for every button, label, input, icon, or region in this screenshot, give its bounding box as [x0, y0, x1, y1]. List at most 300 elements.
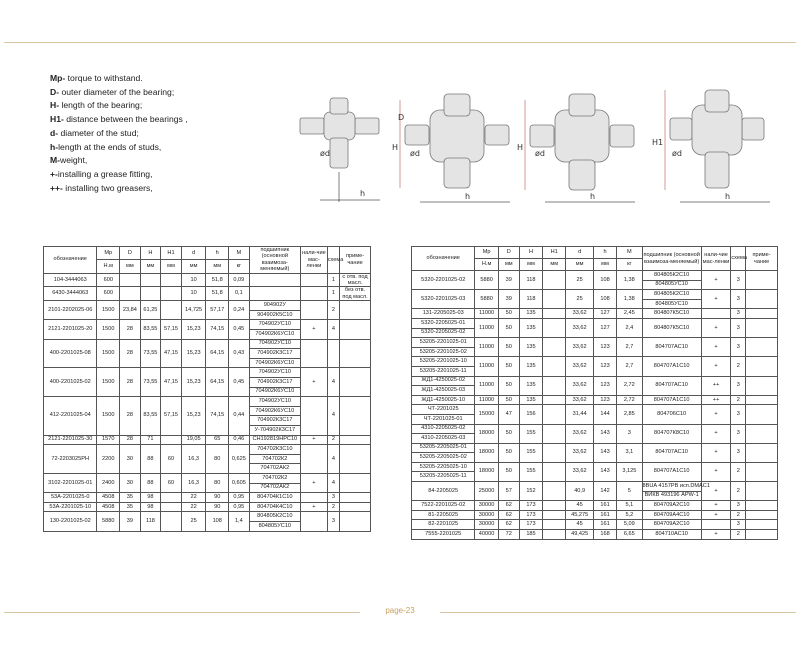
cell-designation: 400-2201025-02: [44, 368, 97, 397]
cell-bearing: У-704902К3С17: [249, 425, 300, 435]
cell-D: 30: [120, 473, 141, 492]
cell-d: 16,3: [181, 473, 206, 492]
spec-table-left: [43, 246, 371, 532]
cell-d: 33,62: [566, 462, 594, 481]
cell-h: 80: [206, 445, 229, 474]
cell-note: [340, 473, 371, 492]
header-H1: H1: [543, 247, 566, 259]
cell-scheme: 3: [731, 290, 746, 309]
cell-M: 2,85: [617, 405, 642, 424]
dim-label-H1: H1: [652, 138, 664, 147]
cell-designation: 5320-2201025-02: [412, 271, 475, 290]
cell-d: 33,62: [566, 443, 594, 462]
cell-h: 108: [593, 271, 616, 290]
cell-H: 135: [519, 338, 542, 357]
cell-bearing: 804707АС10: [642, 443, 701, 462]
cell-oiler: +: [701, 482, 731, 501]
cell-H: 155: [519, 424, 542, 443]
cell-h: 64,15: [206, 339, 229, 368]
cell-designation: 4310-2205025-03: [412, 434, 475, 444]
cell-H: 61,25: [140, 301, 161, 320]
cell-H1: [543, 271, 566, 290]
header-scheme: схема: [327, 247, 339, 274]
cell-d: 33,62: [566, 338, 594, 357]
cell-designation: 53205-2201025-02: [412, 347, 475, 357]
dim-label-H: H: [392, 143, 399, 152]
dim-label-d-4: ød: [672, 149, 682, 158]
spec-table-right: [411, 246, 778, 540]
cell-H: 135: [519, 318, 542, 337]
cell-designation: 53205-2201025-01: [412, 338, 475, 348]
cell-D: 62: [498, 520, 519, 530]
header-M: M: [617, 247, 642, 259]
cell-d: 14,725: [181, 301, 206, 320]
cell-H1: [161, 493, 182, 503]
legend-item: [50, 182, 188, 196]
cell-h: 142: [593, 482, 616, 501]
cell-d: 33,62: [566, 357, 594, 376]
cell-designation: 53205-2205025-11: [412, 472, 475, 482]
cell-designation: 400-2201025-08: [44, 339, 97, 368]
dim-label-d-3: ød: [535, 149, 545, 158]
cell-H: 173: [519, 501, 542, 511]
cell-H1: 57,15: [161, 397, 182, 435]
cell-M: 0,09: [229, 273, 250, 287]
cell-scheme: 3: [731, 443, 746, 462]
cell-H1: 60: [161, 445, 182, 474]
cell-M: 2,7: [617, 357, 642, 376]
cell-designation: 81-2205025: [412, 510, 475, 520]
table-row: [44, 512, 371, 522]
cell-scheme: 3: [327, 512, 339, 531]
cell-M: 0,1: [229, 287, 250, 301]
cell-M: 3,125: [617, 462, 642, 481]
cell-D: 39: [120, 512, 141, 531]
cell-designation: ЧТ-2201025: [412, 405, 475, 415]
cell-designation: ЖД1-4250025-03: [412, 386, 475, 396]
legend-desc: torque to withstand.: [65, 73, 143, 83]
header-H1: H1: [161, 247, 182, 260]
cell-note: [340, 512, 371, 531]
cell-bearing: 804704К4С10: [249, 502, 300, 512]
cell-h: 108: [206, 512, 229, 531]
cell-bearing: 804805УС10: [642, 280, 701, 290]
cell-d: 33,62: [566, 395, 594, 405]
cell-M: 5: [617, 482, 642, 501]
cell-mp: 5880: [475, 290, 498, 309]
cell-mp: 18000: [475, 462, 498, 481]
cell-designation: 5320-2205025-02: [412, 328, 475, 338]
table-row: [44, 287, 371, 301]
cell-D: 50: [498, 309, 519, 319]
cell-note: [340, 368, 371, 397]
cell-bearing: 804805К2С10: [642, 271, 701, 281]
cell-scheme: 2: [731, 395, 746, 405]
cell-oiler: +: [301, 435, 328, 445]
cell-mp: 18000: [475, 424, 498, 443]
cell-M: 2,7: [617, 338, 642, 357]
cell-oiler: +: [701, 357, 731, 376]
cell-d: 45: [566, 520, 594, 530]
cell-designation: 7522-2201025-02: [412, 501, 475, 511]
cell-M: 5,1: [617, 501, 642, 511]
cell-H1: [543, 520, 566, 530]
cell-designation: 2101-2202025-06: [44, 301, 97, 320]
cell-h: 74,15: [206, 320, 229, 339]
legend-key: M-: [50, 155, 61, 166]
cell-oiler: +: [701, 318, 731, 337]
table-row: [412, 309, 778, 319]
legend-item: [50, 99, 188, 113]
cell-bearing: 704702АК2: [249, 464, 300, 474]
cell-oiler: [301, 512, 328, 531]
cell-d: 31,44: [566, 405, 594, 424]
drawing-scheme-2: [400, 94, 510, 202]
cell-h: 143: [593, 424, 616, 443]
cell-H: 118: [140, 512, 161, 531]
dim-label-h: h: [360, 189, 366, 198]
table-row: [412, 530, 778, 540]
cell-note: [340, 339, 371, 368]
cell-M: 1,38: [617, 271, 642, 290]
cell-H: 98: [140, 502, 161, 512]
cell-M: 0,605: [229, 473, 250, 492]
cell-h: 161: [593, 520, 616, 530]
cell-H: 135: [519, 376, 542, 395]
cell-designation: 412-2201025-04: [44, 397, 97, 435]
cell-M: 0,24: [229, 301, 250, 320]
cell-bearing: 904902У: [249, 301, 300, 311]
cell-scheme: 2: [327, 435, 339, 445]
cell-M: 5,2: [617, 510, 642, 520]
cell-H1: [543, 510, 566, 520]
legend-desc: installing two greasers,: [62, 182, 153, 193]
cell-H: 118: [519, 271, 542, 290]
cell-mp: 30000: [475, 520, 498, 530]
cell-D: 35: [120, 502, 141, 512]
cell-h: 65: [206, 435, 229, 445]
cell-bearing: 804707А1С10: [642, 462, 701, 481]
legend-item: [50, 127, 188, 141]
dim-label-D: D: [398, 113, 405, 122]
cell-D: 47: [498, 405, 519, 424]
table-row: [412, 405, 778, 415]
header-d: d: [566, 247, 594, 259]
cell-note: [340, 445, 371, 474]
legend-desc: outer diameter of the bearing;: [59, 86, 175, 97]
cell-h: 57,17: [206, 301, 229, 320]
cell-scheme: 4: [327, 320, 339, 339]
header-mp: Mp: [475, 247, 498, 259]
table-row: [412, 482, 778, 492]
cell-D: 50: [498, 443, 519, 462]
cell-d: 49,425: [566, 530, 594, 540]
cell-H: 155: [519, 462, 542, 481]
table-row: [412, 271, 778, 281]
cell-D: 62: [498, 510, 519, 520]
header-bearing: подшипник (основной взаимоза-меняемый): [249, 247, 300, 274]
table-row: [412, 443, 778, 453]
header-note: приме-чание: [746, 247, 778, 271]
cell-bearing: 704902УС10: [249, 339, 300, 349]
cell-mp: 25000: [475, 482, 498, 501]
cell-h: 80: [206, 473, 229, 492]
unit-mm: мм: [566, 259, 594, 271]
cell-H1: [543, 482, 566, 501]
cell-h: 127: [593, 318, 616, 337]
cell-H: 83,55: [140, 397, 161, 435]
cell-oiler: +: [701, 530, 731, 540]
cell-h: 90: [206, 502, 229, 512]
cell-mp: 11000: [475, 318, 498, 337]
legend-desc: diameter of the stud;: [58, 127, 139, 138]
cell-scheme: 2: [731, 510, 746, 520]
cell-bearing: 804707К8С10: [642, 424, 701, 443]
cell-mp: 4508: [97, 493, 120, 503]
cell-bearing: 804709А2С10: [642, 501, 701, 511]
cell-d: 40,9: [566, 482, 594, 501]
cell-scheme: 3: [731, 501, 746, 511]
cell-H1: [161, 502, 182, 512]
cell-bearing: [249, 287, 300, 301]
cell-bearing: 804805К2С10: [249, 512, 300, 522]
cell-d: 15,23: [181, 339, 206, 368]
cell-h: 51,8: [206, 287, 229, 301]
cell-designation: 53А-2201025-10: [44, 502, 97, 512]
cell-bearing: 804805УС10: [249, 521, 300, 531]
cell-scheme: 2: [327, 502, 339, 512]
cell-H1: 47,15: [161, 339, 182, 368]
header-designation: обозначение: [412, 247, 475, 271]
cell-note: [746, 318, 778, 337]
unit-mm: мм: [498, 259, 519, 271]
cell-D: 30: [120, 445, 141, 474]
cell-oiler: [301, 339, 328, 368]
cell-H: 173: [519, 510, 542, 520]
cell-mp: 15000: [475, 405, 498, 424]
cell-M: 0,44: [229, 397, 250, 435]
cell-scheme: 4: [327, 473, 339, 492]
cell-scheme: 2: [731, 530, 746, 540]
cell-oiler: +: [701, 443, 731, 462]
header-D: D: [120, 247, 141, 260]
table-row: [412, 424, 778, 434]
legend-desc: length at the ends of studs,: [58, 141, 162, 152]
cell-H: 135: [519, 309, 542, 319]
cell-bearing: 804805К2С10: [642, 290, 701, 300]
cell-D: 50: [498, 318, 519, 337]
cell-bearing: 804707А1С10: [642, 395, 701, 405]
cell-M: 3,1: [617, 443, 642, 462]
drawing-scheme-4: [665, 90, 770, 202]
cell-D: 57: [498, 482, 519, 501]
dim-label-h-4: h: [725, 192, 731, 201]
cell-D: 62: [498, 501, 519, 511]
cell-oiler: +: [701, 290, 731, 309]
cell-h: 123: [593, 357, 616, 376]
cell-note: [340, 493, 371, 503]
table-row: [44, 301, 371, 311]
cell-D: 28: [120, 397, 141, 435]
cell-H1: [543, 501, 566, 511]
cell-M: 6,65: [617, 530, 642, 540]
cell-oiler: +: [701, 338, 731, 357]
cell-H: [140, 287, 161, 301]
cell-d: 33,62: [566, 309, 594, 319]
cell-M: 2,45: [617, 309, 642, 319]
cell-H1: [161, 512, 182, 531]
cell-mp: 11000: [475, 309, 498, 319]
cell-D: 28: [120, 320, 141, 339]
unit-kg: кг: [229, 260, 250, 273]
cell-bearing: СН192819НРС10: [249, 435, 300, 445]
unit-mm: мм: [543, 259, 566, 271]
table-row: [412, 395, 778, 405]
cell-D: 39: [498, 271, 519, 290]
cell-designation: ЖД1-4250025-02: [412, 376, 475, 386]
cell-note: [746, 443, 778, 462]
legend-key: ++-: [50, 182, 63, 193]
cell-designation: 5320-2201025-03: [412, 290, 475, 309]
cell-oiler: +: [701, 271, 731, 290]
cell-mp: 11000: [475, 338, 498, 357]
cell-D: 50: [498, 395, 519, 405]
legend-desc: distance between the bearings ,: [63, 114, 188, 125]
cell-H1: 57,15: [161, 320, 182, 339]
cell-oiler: +: [701, 405, 731, 424]
unit-kg: кг: [617, 259, 642, 271]
cell-M: 0,95: [229, 493, 250, 503]
header-bearing: подшипник (основной взаимоза-меняемый): [642, 247, 701, 271]
cell-designation: 53205-2205025-10: [412, 462, 475, 472]
cell-h: 144: [593, 405, 616, 424]
cell-H1: [543, 395, 566, 405]
cell-note: [746, 290, 778, 309]
cell-h: 143: [593, 443, 616, 462]
cell-note: с отв. под масл.: [340, 273, 371, 287]
table-row: [412, 462, 778, 472]
cell-h: 161: [593, 501, 616, 511]
cell-mp: 2400: [97, 473, 120, 492]
cell-D: 50: [498, 462, 519, 481]
cell-designation: 104-3444063: [44, 273, 97, 287]
cell-H: 156: [519, 405, 542, 424]
legend-item: [50, 154, 188, 168]
cell-mp: 1500: [97, 301, 120, 320]
cell-H: 88: [140, 473, 161, 492]
cell-oiler: +: [301, 368, 328, 397]
cell-mp: 2200: [97, 445, 120, 474]
cell-bearing: 804706С10: [642, 405, 701, 424]
header-mp: Mp: [97, 247, 120, 260]
cell-designation: 4310-2205025-02: [412, 424, 475, 434]
cell-D: 28: [120, 435, 141, 445]
cell-oiler: [701, 309, 731, 319]
cell-H1: [543, 376, 566, 395]
cell-mp: 1500: [97, 397, 120, 435]
cell-H1: [161, 301, 182, 320]
legend-item: [50, 141, 188, 155]
cell-H1: [161, 435, 182, 445]
cell-scheme: 4: [327, 397, 339, 435]
cell-oiler: +: [701, 424, 731, 443]
cell-note: [746, 405, 778, 424]
cell-designation: 72-2203025РН: [44, 445, 97, 474]
table-row: [412, 318, 778, 328]
page-number: page-23: [360, 606, 440, 615]
unit-nm: Н.м: [475, 259, 498, 271]
cell-d: 25: [181, 512, 206, 531]
header-h: h: [206, 247, 229, 260]
cell-oiler: +: [301, 502, 328, 512]
cell-M: 0,625: [229, 445, 250, 474]
cell-d: 10: [181, 287, 206, 301]
cell-mp: 11000: [475, 357, 498, 376]
cell-h: 123: [593, 376, 616, 395]
header-scheme: схема: [731, 247, 746, 271]
legend-key: H-: [50, 100, 60, 111]
cell-D: 50: [498, 338, 519, 357]
cell-note: [340, 301, 371, 320]
cell-bearing: 704902К6УС10: [249, 330, 300, 340]
cell-bearing: ВИКВ 493196 APW-1: [642, 491, 701, 501]
cell-bearing: 804709А4С10: [642, 510, 701, 520]
cell-oiler: +: [701, 501, 731, 511]
cell-D: 50: [498, 357, 519, 376]
cell-H1: [543, 357, 566, 376]
cell-bearing: 8ВUA 4157PB исп.DMAC1: [642, 482, 701, 492]
cell-note: [340, 435, 371, 445]
cross-joint-drawings: [280, 90, 790, 220]
cell-bearing: 704902К6УС10: [249, 406, 300, 416]
table-row: [44, 397, 371, 407]
table-row: [412, 376, 778, 386]
cell-note: [340, 397, 371, 435]
cell-bearing: 804805УС10: [642, 299, 701, 309]
table-row: [44, 435, 371, 445]
table-row: [412, 510, 778, 520]
unit-mm: мм: [181, 260, 206, 273]
table-row: [412, 501, 778, 511]
cell-D: 28: [120, 368, 141, 397]
cell-oiler: [701, 520, 731, 530]
header-designation: обозначение: [44, 247, 97, 274]
cell-oiler: [301, 445, 328, 474]
legend-desc: installing a grease fitting,: [57, 168, 153, 179]
table-row: [44, 502, 371, 512]
cell-M: 1,4: [229, 512, 250, 531]
cell-note: [746, 309, 778, 319]
cell-bearing: 704702К2: [249, 473, 300, 483]
cell-bearing: 704902К6УС10: [249, 387, 300, 397]
dim-label-H-2: H: [517, 143, 524, 152]
cell-d: 16,3: [181, 445, 206, 474]
cell-h: 64,15: [206, 368, 229, 397]
cell-note: [746, 271, 778, 290]
legend-key: d-: [50, 127, 59, 138]
legend-item: [50, 86, 188, 100]
cell-bearing: 704902К3С17: [249, 349, 300, 359]
cell-designation: 3102-2201025-01: [44, 473, 97, 492]
cell-designation: 53205-2205025-02: [412, 453, 475, 463]
legend-key: Mp-: [50, 73, 66, 83]
cell-mp: 1500: [97, 368, 120, 397]
cell-scheme: 3: [327, 493, 339, 503]
header-h: h: [593, 247, 616, 259]
header-M: M: [229, 247, 250, 260]
unit-nm: Н.м: [97, 260, 120, 273]
legend-item: [50, 113, 188, 127]
